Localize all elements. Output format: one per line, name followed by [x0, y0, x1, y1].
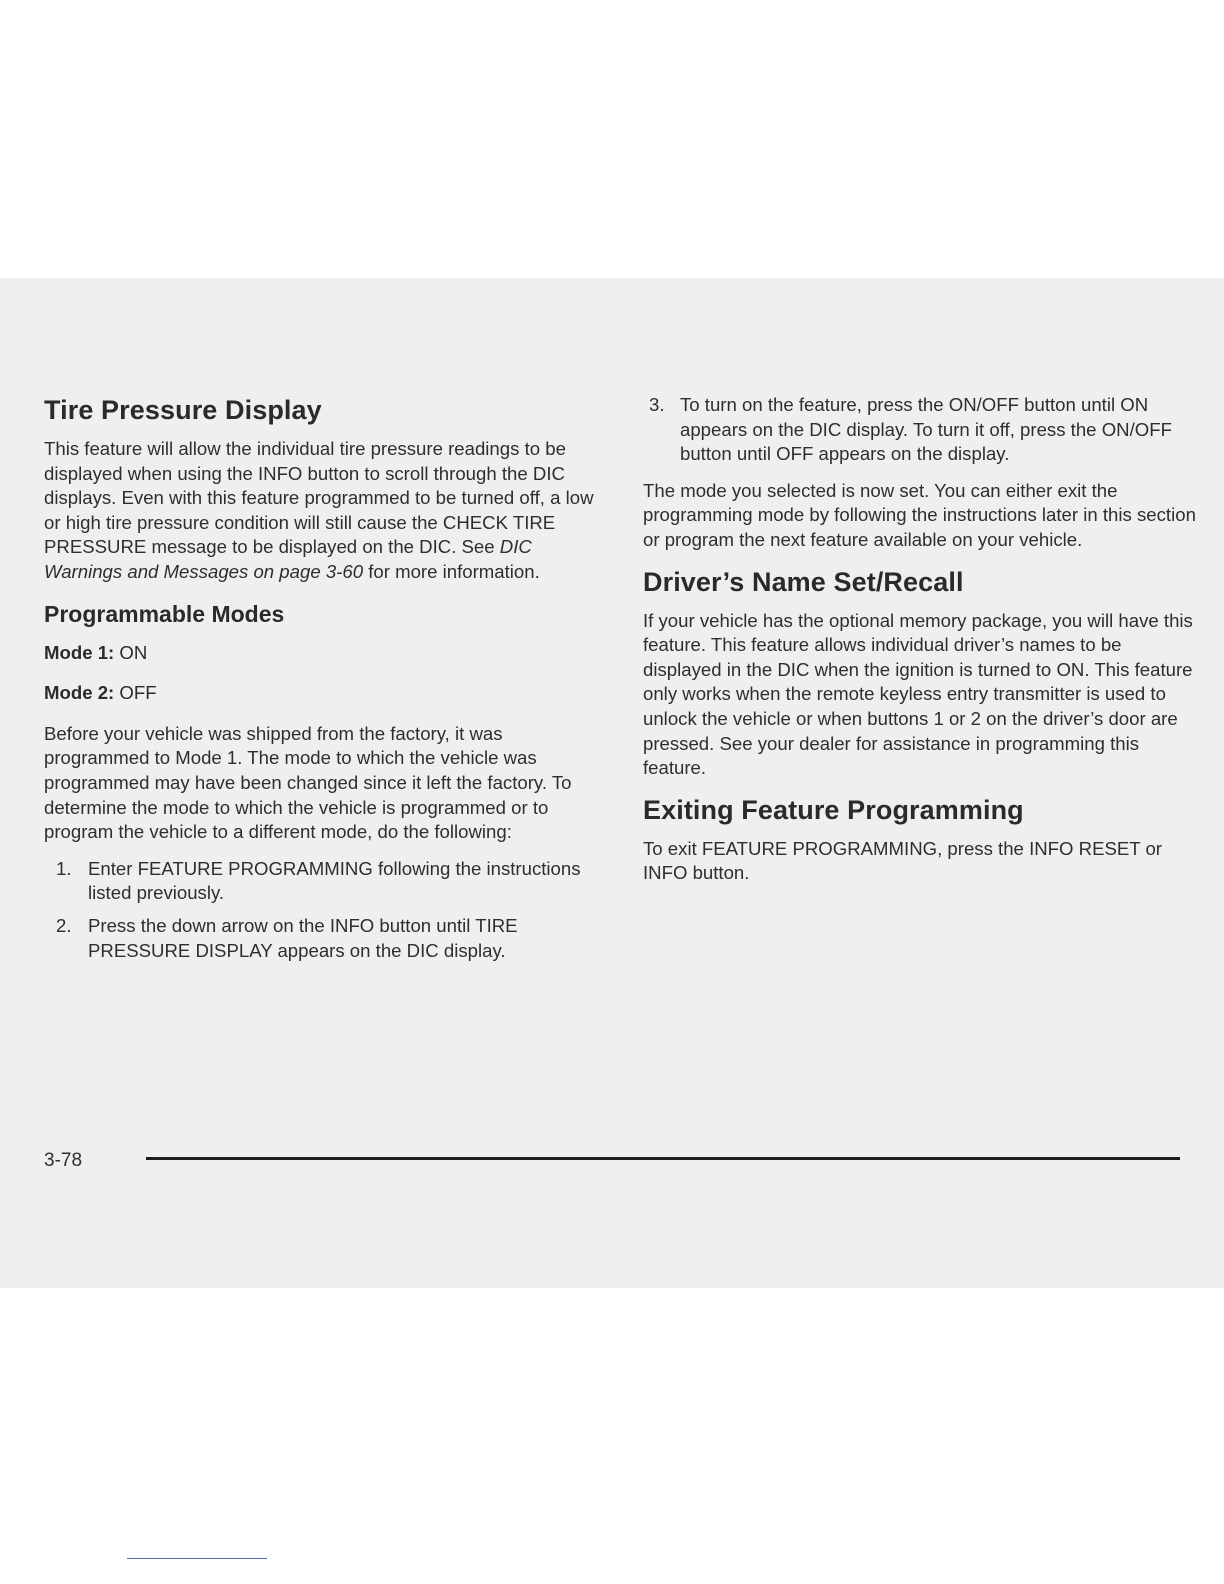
step-1-number: 1.	[56, 857, 72, 879]
tire-pressure-display-heading: Tire Pressure Display	[44, 395, 322, 425]
step-1	[44, 857, 600, 906]
step-2	[44, 914, 600, 963]
step-1-text: Enter FEATURE PROGRAMMING following the instructions listed previously.	[88, 857, 581, 904]
mode-2-value: OFF	[119, 682, 157, 704]
step-3	[643, 393, 1203, 467]
mode-set-paragraph: The mode you selected is now set. You can either exit the programming mode by following the instructions later in this section or program the next feature available on your vehicle.	[643, 479, 1196, 550]
mode-2	[44, 681, 600, 706]
footer-rule	[146, 1157, 1180, 1160]
programmable-modes-heading: Programmable Modes	[44, 600, 285, 627]
dic-warnings-reference: DIC Warnings and Messages on page 3-60	[44, 536, 532, 582]
step-3-text: To turn on the feature, press the ON/OFF button until ON appears on the DIC display. To turn it off, press the ON/OFF button until OFF appears on the display.	[680, 394, 1172, 465]
exiting-feature-programming-paragraph: To exit FEATURE PROGRAMMING, press the INFO RESET or INFO button.	[643, 837, 1162, 884]
step-3-number: 3.	[649, 394, 665, 415]
mode-instructions-paragraph: Before your vehicle was shipped from the factory, it was programmed to Mode 1. The mode to which the vehicle was programmed may have been changed since it left the factory. To determine the mode to which the vehicle is programmed or to program the vehicle to a different mode, do the following:	[44, 722, 572, 843]
step-2-text: Press the down arrow on the INFO button until TIRE PRESSURE DISPLAY appears on the DIC display.	[88, 914, 518, 961]
intro-text-after: for more information.	[363, 560, 540, 582]
mode-1-value: ON	[119, 641, 148, 663]
mode-2-label: Mode 2:	[44, 682, 115, 704]
right-column	[643, 393, 1203, 898]
drivers-name-paragraph: If your vehicle has the optional memory package, you will have this feature. This feature allows individual driver’s names to be displayed in the DIC when the ignition is turned to ON. This feature only works when the remote keyless entry transmitter is used to unlock the vehicle or when buttons 1 or 2 on the driver’s door are pressed. See your dealer for assistance in programming this feature.	[643, 609, 1193, 779]
mode-1-label: Mode 1:	[44, 641, 115, 663]
mode-1	[44, 641, 600, 666]
right-steps-list	[643, 393, 1203, 467]
left-column	[44, 393, 600, 975]
page-number: 3-78	[44, 1150, 83, 1171]
tire-pressure-intro	[44, 437, 600, 585]
left-steps-list	[44, 857, 600, 963]
step-2-number: 2.	[56, 914, 72, 936]
intro-text-before: This feature will allow the individual tire pressure readings to be displayed when using the INFO button to scroll through the DIC displays. Even with this feature programmed to be turned off, a low or high tire pressure condition will still cause the CHECK TIRE PRESSURE message to be displayed on the DIC. See	[44, 438, 594, 558]
bottom-divider	[127, 1558, 267, 1559]
drivers-name-heading: Driver’s Name Set/Recall	[643, 566, 964, 597]
exiting-feature-programming-heading: Exiting Feature Programming	[643, 794, 1024, 825]
